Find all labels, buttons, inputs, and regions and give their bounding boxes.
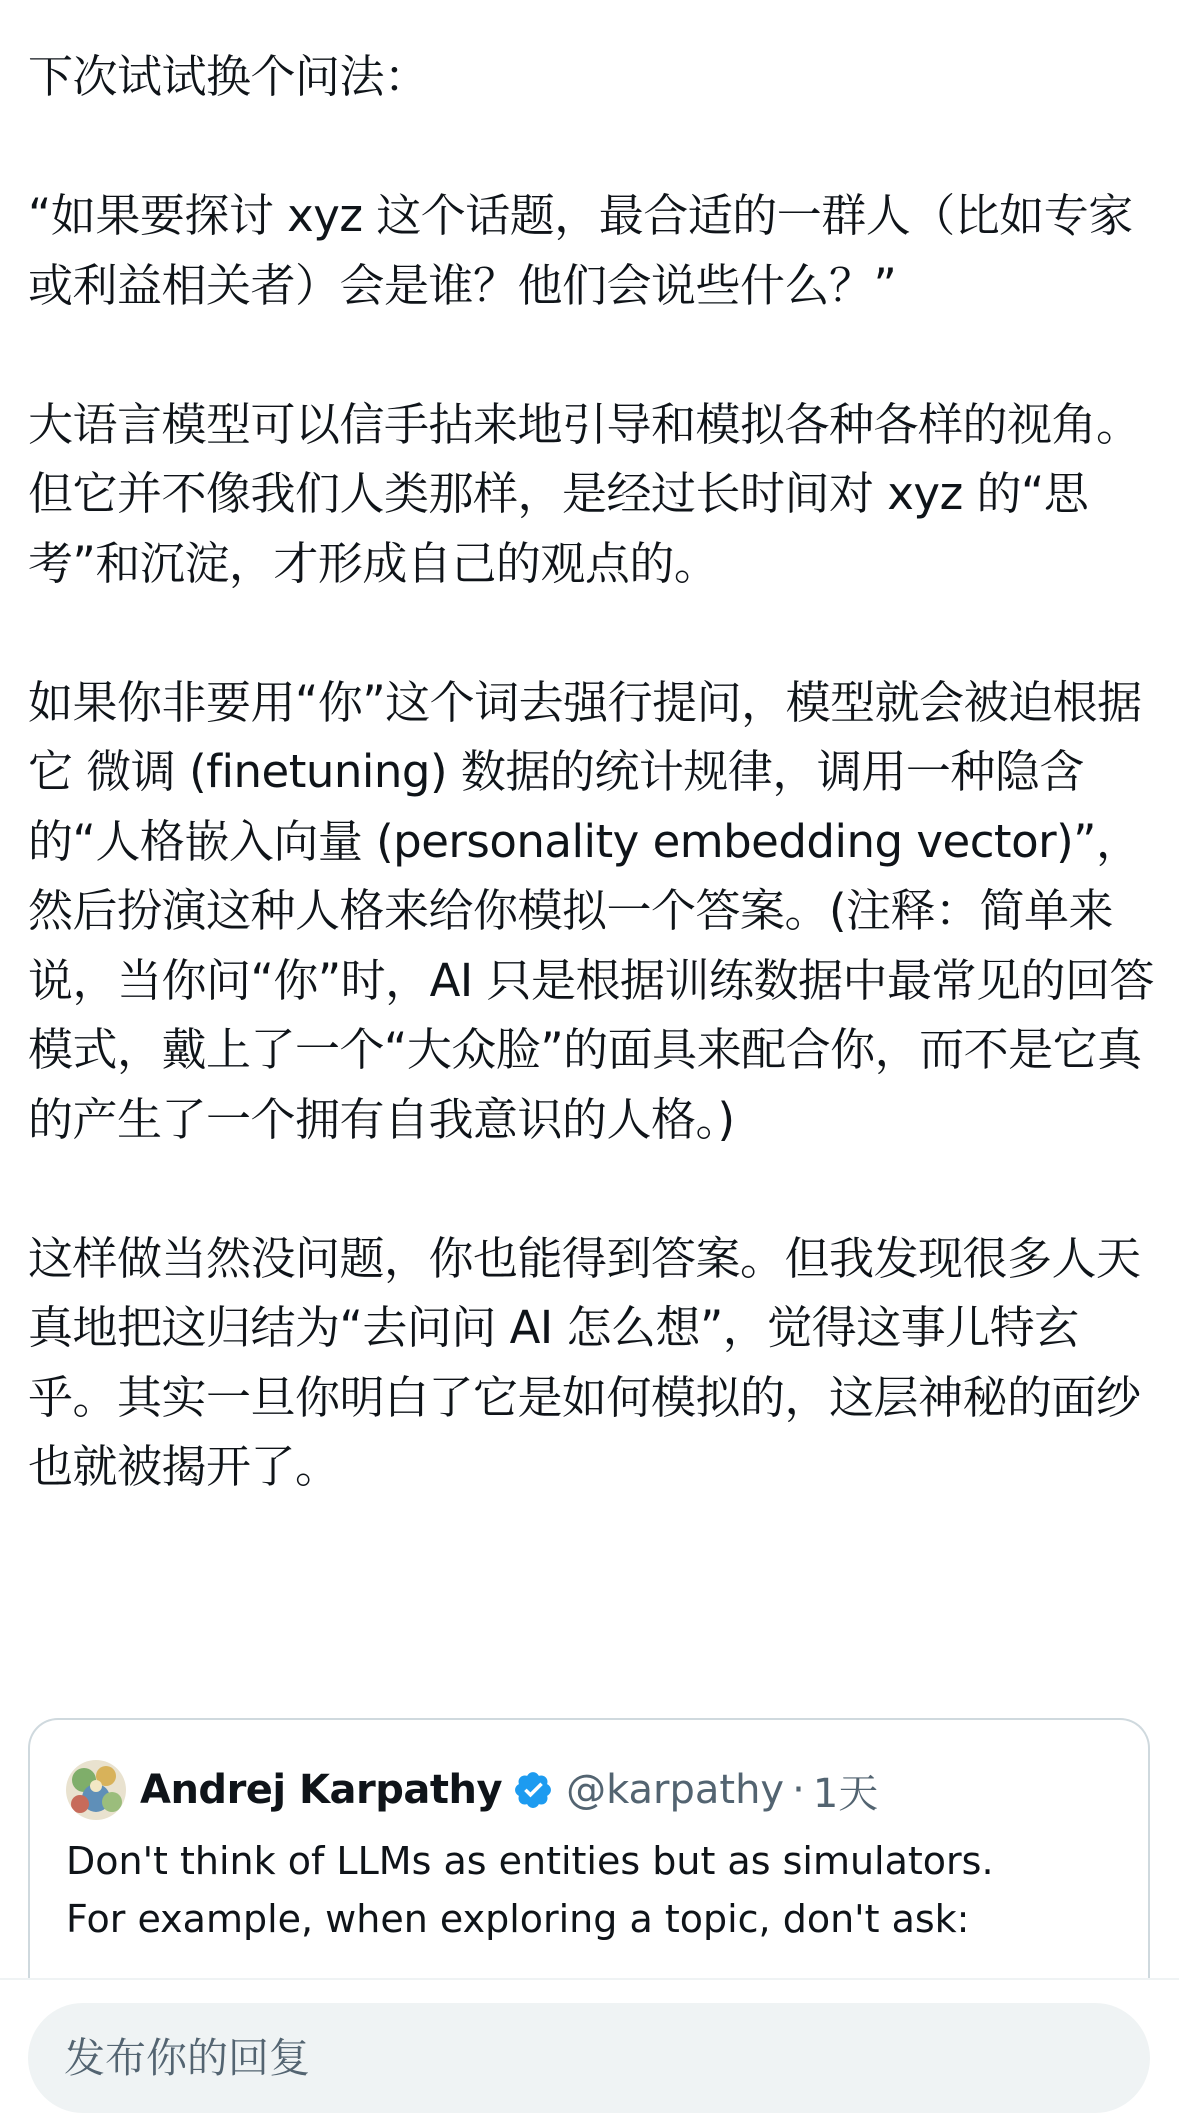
tweet-paragraph: “如果要探讨 xyz 这个话题，最合适的一群人（比如专家或利益相关者）会是谁？他们会说些什么？” — [28, 189, 1133, 312]
reply-placeholder: 发布你的回复 — [64, 2034, 310, 2082]
timestamp[interactable]: 1天 — [812, 1770, 879, 1817]
avatar[interactable] — [66, 1760, 126, 1820]
avatar-image-icon — [66, 1760, 126, 1820]
tweet-paragraph: 大语言模型可以信手拈来地引导和模拟各种各样的视角。但它并不像我们人类那样，是经过长时间对 xyz 的“思考”和沉淀，才形成自己的观点的。 — [28, 397, 1141, 590]
quoted-text-line: For example, when exploring a topic, don't ask: — [66, 1897, 970, 1941]
quoted-tweet-card[interactable] — [28, 1718, 1150, 1978]
separator-dot: · — [792, 1767, 805, 1813]
tweet-paragraph: 下次试试换个问法： — [28, 50, 429, 103]
author-name[interactable]: Andrej Karpathy — [140, 1767, 503, 1813]
author-handle[interactable]: @karpathy — [566, 1767, 785, 1813]
quoted-tweet-header — [66, 1758, 878, 1822]
tweet-text — [28, 42, 1158, 1571]
tweet-paragraph: 这样做当然没问题，你也能得到答案。但我发现很多人天真地把这归结为“去问问 AI 怎么想”，觉得这事儿特玄乎。其实一旦你明白了它是如何模拟的，这层神秘的面纱也就被揭开了。 — [28, 1231, 1141, 1493]
divider — [0, 1978, 1179, 1980]
quoted-tweet-text — [66, 1832, 1116, 1948]
quoted-text-line: Don't think of LLMs as entities but as simulators. — [66, 1839, 994, 1883]
tweet-paragraph: 如果你非要用“你”这个词去强行提问，模型就会被迫根据它 微调 (finetuning) 数据的统计规律，调用一种隐含的“人格嵌入向量 (personality embedding vector)”，然后扮演这种人格来给你模拟一个答案。(注释：简单来说，当你问“你”时，AI 只是根据训练数据中最常见的回答模式，戴上了一个“大众脸”的面具来配合你，而不是它真的产生了一个拥有自我意识的人格。) — [28, 675, 1154, 1146]
verified-badge-icon — [512, 1769, 554, 1811]
